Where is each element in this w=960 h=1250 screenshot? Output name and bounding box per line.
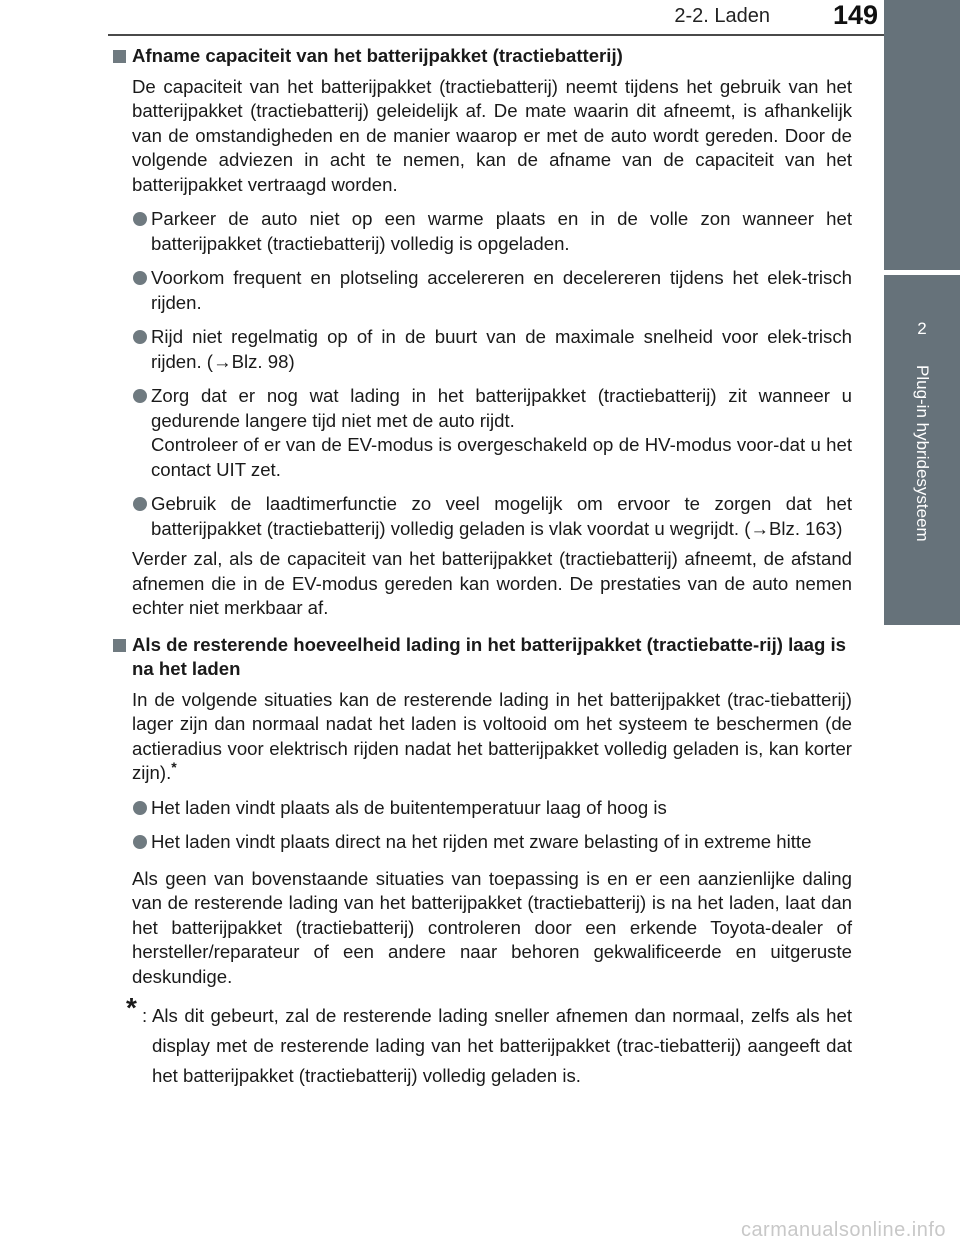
list-item — [132, 325, 852, 374]
watermark: carmanualsonline.info — [740, 1219, 946, 1241]
heading-text: Afname capaciteit van het batterijpakket (tractiebatterij) — [132, 45, 623, 66]
list-item — [132, 266, 852, 315]
circle-bullet-icon — [133, 271, 147, 285]
square-bullet-icon — [113, 639, 126, 652]
list-item-text: Zorg dat er nog wat lading in het batterijpakket (tractiebatterij) zit wanneer u gedurende langere tijd niet met de auto rijdt. — [151, 385, 852, 431]
heading-text: Als de resterende hoeveelheid lading in het batterijpakket (tractiebatte-rij) laag is na het laden — [132, 633, 846, 679]
paragraph: De capaciteit van het batterijpakket (tractiebatterij) neemt tijdens het gebruik van het batterijpakket (tractiebatterij) geleidelijk af. De mate waarin dit afneemt, is afhankelijk van de omstandigheden en de manier waarop er met de auto wordt gereden. Door de volgende adviezen in acht te nemen, kan de afname van de capaciteit van het batterijpakket vertraagd worden. — [132, 75, 852, 195]
list-item — [132, 796, 852, 821]
list-item — [132, 830, 852, 855]
page-header — [0, 0, 960, 40]
circle-bullet-icon — [133, 835, 147, 849]
page-number: 149 — [832, 0, 878, 30]
paragraph: Verder zal, als de capaciteit van het batterijpakket (tractiebatterij) afneemt, de afstand afnemen die in de EV-modus gereden kan worden. De prestaties van de auto nemen echter niet merkbaar af. — [132, 548, 852, 618]
footnote-star: * — [126, 992, 137, 1023]
list-item-subtext: Controleer of er van de EV-modus is overgeschakeld op de HV-modus voor-dat u het contact UIT zet. — [151, 434, 852, 480]
chapter-title: Plug-in hybridesysteem — [913, 365, 932, 542]
circle-bullet-icon — [133, 497, 147, 511]
page-content — [112, 38, 852, 1091]
paragraph: Als geen van bovenstaande situaties van toepassing is en er een aanzienlijke daling van de resterende lading van het batterijpakket (tractiebatterij) is na het laden, laat dan het batterijpakket (tractiebatterij) controleren door een erkende Toyota-dealer of hersteller/reparateur of een andere naar behoren gekwalificeerde en uitgeruste deskundige. — [132, 867, 852, 987]
circle-bullet-icon — [133, 389, 147, 403]
list-item — [132, 492, 852, 541]
paragraph — [132, 688, 852, 786]
section-heading-low-charge — [112, 633, 852, 682]
square-bullet-icon — [113, 50, 126, 63]
circle-bullet-icon — [133, 801, 147, 815]
list-item — [132, 207, 852, 256]
circle-bullet-icon — [133, 330, 147, 344]
list-item — [132, 384, 852, 482]
list-item-text: Gebruik de laadtimerfunctie zo veel mogelijk om ervoor te zorgen dat het batterijpakket (tractiebatterij) volledig geladen is vlak voordat u wegrijdt. (→Blz. 163) — [151, 493, 852, 539]
footnote-text: Als dit gebeurt, zal de resterende lading sneller afnemen dan normaal, zelfs als het display met de resterende lading van het batterijpakket (trac-tiebatterij) aangeeft dat het batterijpakket (tractiebatterij) volledig geladen is. — [152, 1005, 852, 1086]
section-title: 2-2. Laden — [674, 5, 770, 27]
side-tab-upper — [884, 0, 960, 270]
list-item-text: Het laden vindt plaats direct na het rijden met zware belasting of in extreme hitte — [151, 831, 812, 852]
list-item-text: Het laden vindt plaats als de buitentemperatuur laag of hoog is — [151, 796, 667, 818]
paragraph-text: In de volgende situaties kan de resterende lading in het batterijpakket (trac-tiebatterij) lager zijn dan normaal nadat het laden is voltooid om het systeem te beschermen (de actieradius voor elektrisch rijden nadat het batterijpakket volledig geladen is, kan korter zijn). — [132, 688, 852, 783]
side-tab — [884, 275, 960, 625]
list-item-text: Parkeer de auto niet op een warme plaats en in de volle zon wanneer het batterijpakket (tractiebatterij) volledig is opgeladen. — [151, 208, 852, 254]
footnote-marker: * — [171, 758, 177, 775]
list-item-text: Voorkom frequent en plotseling accelereren en decelereren tijdens het elek-trisch rijden. — [151, 267, 852, 313]
list-item-text: Rijd niet regelmatig op of in de buurt van de maximale snelheid voor elek-trisch rijden. (→Blz. 98) — [151, 326, 852, 372]
header-rule — [108, 34, 890, 36]
footnote-colon: : — [142, 1005, 148, 1026]
chapter-number: 2 — [917, 319, 927, 338]
circle-bullet-icon — [133, 212, 147, 226]
footnote — [126, 992, 852, 1091]
section-heading-capacity — [112, 44, 852, 69]
